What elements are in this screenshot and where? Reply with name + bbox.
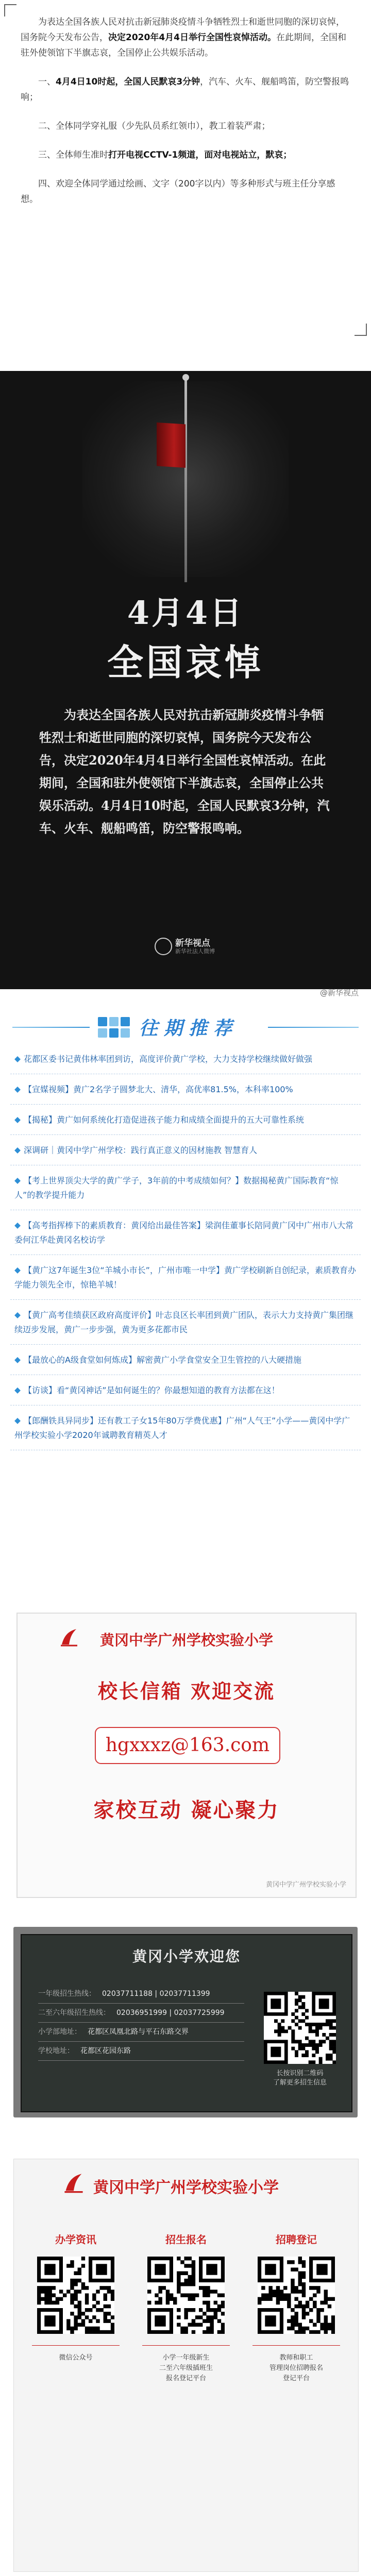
corner-decoration	[355, 324, 367, 336]
qr-columns	[14, 2231, 358, 2520]
xinhua-logo: 新华视点 新华社法人微博	[155, 935, 227, 957]
mourning-notice	[0, 0, 371, 340]
qr-column-news: 办学资讯 微信公众号	[24, 2231, 127, 2363]
poster-date: 4月4日	[127, 594, 244, 632]
rec-link[interactable]: 【揭秘】黄广如何系统化打造促进孩子能力和成绩全面提升的五大可靠性系统	[10, 1110, 361, 1135]
diamond-bullet-icon	[14, 1178, 21, 1184]
mourning-poster-body	[0, 701, 371, 989]
diamond-bullet-icon	[14, 1223, 21, 1229]
diamond-bullet-icon	[14, 1312, 21, 1318]
watermark: 黄冈中学广州学校实验小学	[265, 1881, 346, 1889]
diamond-bullet-icon	[14, 1087, 21, 1093]
qr-code-icon[interactable]	[147, 2257, 225, 2334]
rec-link[interactable]: 【最放心的A级食堂如何炼成】解密黄广小学食堂安全卫生管控的八大硬措施	[10, 1350, 361, 1375]
rec-list	[10, 1049, 361, 1455]
rec-link[interactable]: 【访谈】看“黄冈神话”是如何诞生的？你最想知道的教育方法都在这！	[10, 1380, 361, 1405]
diamond-bullet-icon	[14, 1357, 21, 1363]
principal-mailbox-card	[16, 1613, 357, 1898]
mailbox-heading: 校长信箱 欢迎交流	[97, 1680, 276, 1703]
qr-caption: 长按识别二维码 了解更多招生信息	[273, 2070, 327, 2087]
notice-paragraph: 一、4月4日10时起，全国人民默哀3分钟，汽车、火车、舰船鸣笛，防空警报鸣响；	[21, 77, 349, 103]
flag-pole	[184, 376, 187, 582]
rec-title: 往期推荐	[139, 1018, 239, 1039]
notice-paragraph: 为表达全国各族人民对抗击新冠肺炎疫情斗争牺牲烈士和逝世同胞的深切哀悼，国务院今天发布公告，决定2020年4月4日举行全国性哀悼活动。在此期间，全国和驻外使领馆下半旗志哀，全国停止公共娱乐活动。	[21, 17, 346, 58]
diamond-bullet-icon	[14, 1147, 21, 1154]
notice-text	[21, 14, 350, 221]
divider	[32, 2345, 120, 2346]
school-name: 黄冈中学广州学校实验小学	[99, 1632, 273, 1649]
mailbox-slogan: 家校互动 凝心聚力	[93, 1798, 280, 1822]
admissions-chalkboard	[13, 1927, 358, 2117]
qr-code-icon[interactable]	[258, 2257, 335, 2334]
poster-body-text: 为表达全国各族人民对抗击新冠肺炎疫情斗争牺牲烈士和逝世同胞的深切哀悼，国务院今天发布公告，决定2020年4月4日举行全国性哀悼活动。在此期间，全国和驻外使领馆下半旗志哀，全国停止公共娱乐活动。4月4日10时起，全国人民默哀3分钟，汽车、火车、舰船鸣笛，防空警报鸣响。	[39, 707, 330, 836]
mourning-poster	[0, 371, 371, 701]
corner-decoration	[4, 4, 16, 16]
school-name: 黄冈中学广州学校实验小学	[93, 2179, 279, 2197]
contact-row: 学校地址： 花都区花园东路	[38, 2042, 244, 2061]
diamond-bullet-icon	[14, 1056, 21, 1062]
contact-row: 二至六年级招生热线： 02036951999 | 02037725999	[38, 2004, 244, 2023]
qr-column-recruitment: 招聘登记 教师和职工 管理岗位招聘报名 登记平台	[245, 2231, 348, 2384]
divider	[12, 1027, 90, 1028]
rec-link[interactable]: 深调研｜黄冈中学广州学校：践行真正意义的因材施教 智慧育人	[10, 1140, 361, 1165]
notice-paragraph: 二、全体同学穿礼服（少先队员系红领巾），教工着装严肃；	[38, 121, 271, 131]
principal-email[interactable]: hgxxxz@163.com	[95, 1727, 280, 1764]
divider	[142, 2345, 230, 2346]
rec-link[interactable]: 【郎酬铁具异同步】还有教工子女15年80万学费优惠】广州“人气王”小学——黄冈中学广州学校实验小学2020年诚聘教育精英人才	[10, 1411, 361, 1450]
qr-column-enrollment: 招生报名 小学一年级新生 二至六年级插班生 报名登记平台	[134, 2231, 238, 2384]
rec-link[interactable]: 【宣媒视频】黄广2名学子圆梦北大、清华，高优率81.5%，本科率100%	[10, 1079, 361, 1105]
rec-link[interactable]: 【高考指挥棒下的素质教育：黄冈给出最佳答案】梁润佳董事长陪同黄广冈中广州市八大常委何江华赴黄冈名校访学	[10, 1215, 361, 1255]
rec-header	[0, 1013, 371, 1042]
chalkboard-title: 黄冈小学欢迎您	[132, 1948, 241, 1965]
divider	[252, 2345, 340, 2346]
half-mast-flag-icon	[157, 422, 185, 468]
contact-row: 小学部地址： 花都区凤凰北路与平石东路交界	[38, 2023, 244, 2042]
chalkboard-surface	[21, 1934, 352, 2112]
notice-paragraph: 三、全体师生准时打开电视CCTV-1频道，面对电视站立，默哀；	[38, 150, 292, 160]
rec-link[interactable]: 【考上世界顶尖大学的黄广学子，3年前的中考成绩如何？】数据揭秘黄广国际教育“惊人”的教学提升能力	[10, 1171, 361, 1210]
diamond-bullet-icon	[14, 1117, 21, 1123]
rec-link[interactable]: 花都区委书记黄伟林率团到访，高度评价黄广学校，大力支持学校继续做好做强	[10, 1049, 361, 1074]
contact-row: 一年级招生热线： 02037711188 | 02037711399	[38, 1985, 244, 2004]
qr-code-icon[interactable]	[37, 2257, 114, 2334]
school-qr-card	[13, 2159, 359, 2572]
diamond-bullet-icon	[14, 1418, 21, 1424]
notice-paragraph: 四、欢迎全体同学通过绘画、文字（200字以内）等多种形式与班主任分享感想。	[21, 179, 335, 205]
grid-icon	[98, 1017, 134, 1038]
diamond-bullet-icon	[14, 1387, 21, 1394]
image-credit: @新华视点	[319, 988, 359, 997]
xinhua-logo-icon	[155, 938, 172, 955]
flag-pole-top	[182, 374, 189, 381]
poster-title: 全国哀悼	[107, 641, 264, 684]
diamond-bullet-icon	[14, 1267, 21, 1274]
qr-code-icon[interactable]	[264, 1992, 336, 2064]
contact-rows	[38, 1985, 244, 2061]
rec-link[interactable]: 【黄广高考佳绩获区政府高度评价】叶志良区长率团到黄广团队，表示大力支持黄广集团继续迈步发展，黄广一步步强，黄为更多花都市民	[10, 1305, 361, 1345]
past-recommendations	[0, 999, 371, 1597]
divider	[268, 1027, 359, 1028]
rec-link[interactable]: 【黄广这7年诞生3位“羊城小市长”，广州市唯一中学】黄广学校刷新自创纪录，素质教育办学能力领先全市，惊艳羊城！	[10, 1260, 361, 1300]
